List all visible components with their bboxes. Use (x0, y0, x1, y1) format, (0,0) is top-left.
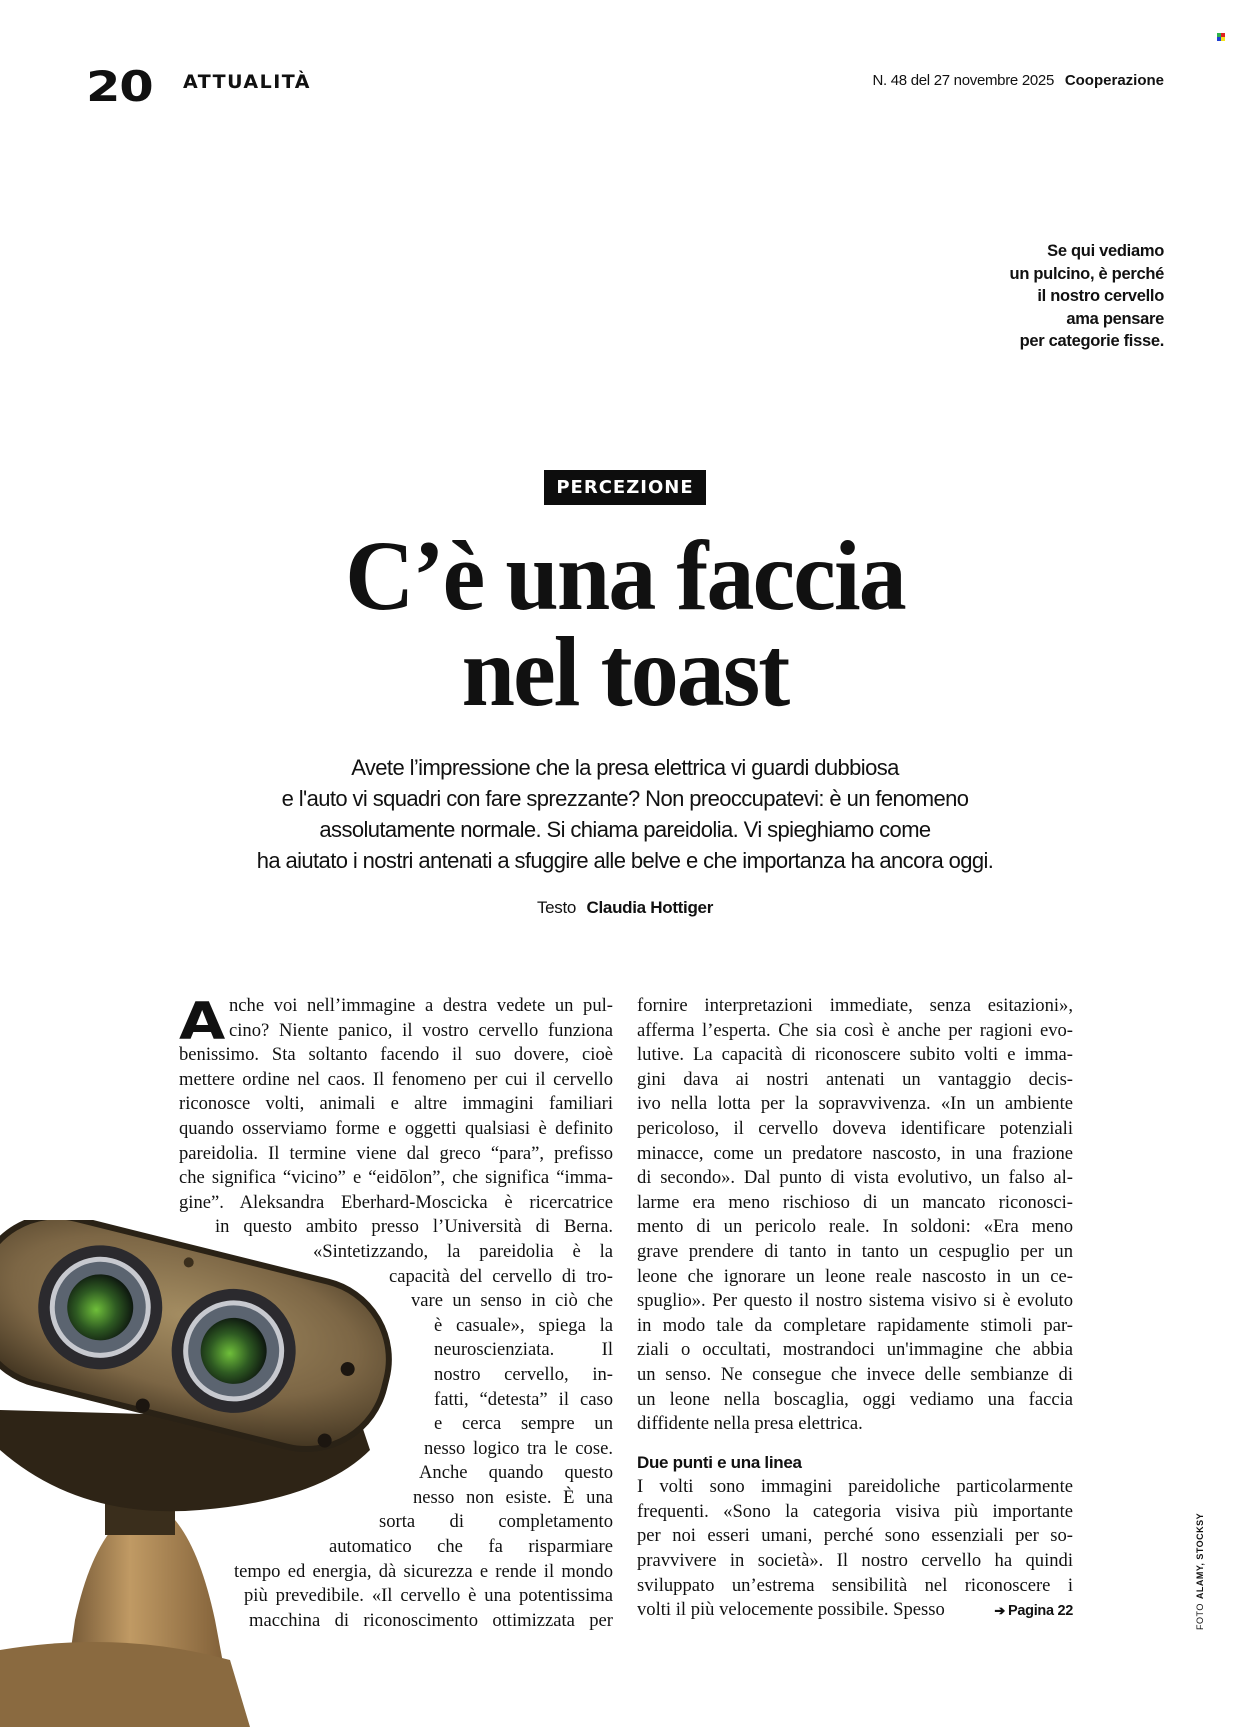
body-line: pravvivere in società». Il nostro cervello ha quindi (637, 1550, 1073, 1572)
body-line: un senso. Ne consegue che invece delle sembianze di (637, 1363, 1073, 1385)
body-line: mettere ordine nel caos. Il fenomeno per cui il cervello (179, 1068, 613, 1090)
body-line: nche voi nell’immagine a destra vedete un pul- (229, 995, 613, 1016)
body-line: grave prendere di tanto in tanto un cespuglio per un (637, 1240, 1073, 1262)
body-line: in questo ambito presso l’Università di Berna. (215, 1216, 613, 1238)
body-line: un leone nella boscaglia, oggi vediamo una faccia (637, 1388, 1073, 1410)
caption-line: Se qui vediamo (1047, 242, 1164, 260)
body-line: sviluppato un’estrema sensibilità nel riconoscere i (637, 1574, 1073, 1596)
body-line: gine”. Aleksandra Eberhard-Moscicka è ricercatrice (179, 1191, 613, 1213)
body-column-right (637, 994, 1073, 1624)
article-lead (150, 752, 1100, 876)
drop-cap: A (179, 992, 226, 1052)
caption-line: ama pensare (1066, 309, 1164, 328)
body-line: mento di un pericolo reale. In soldoni: «Era meno (637, 1216, 1073, 1238)
body-line: nostro cervello, in- (434, 1363, 613, 1385)
body-line: fatti, “detesta” il caso (434, 1388, 613, 1410)
body-line: volti il più velocemente possibile. Spesso (637, 1599, 945, 1621)
color-swatch-yellow (1221, 37, 1225, 41)
author-name: Claudia Hottiger (586, 898, 714, 917)
registration-color-mark (1217, 33, 1225, 41)
body-line: frequenti. «Sono la categoria visiva più importante (637, 1500, 1073, 1522)
caption-line: un pulcino, è perché (1009, 264, 1164, 283)
body-line: riconosce volti, animali e altre immagini familiari (179, 1093, 613, 1115)
photo-credit-sources: ALAMY, STOCKSY (1195, 1512, 1205, 1600)
kicker-badge: PERCEZIONE (544, 470, 705, 505)
body-line: per noi esseri umani, perché sono essenziali per so- (637, 1525, 1073, 1547)
byline-label: Testo (536, 898, 577, 917)
headline-line: nel toast (461, 616, 789, 727)
body-line: più prevedibile. «Il cervello è una potentissima (244, 1585, 613, 1607)
section-label: ATTUALITÀ (183, 71, 312, 93)
body-line: minacce, come un predatore nascosto, in una frazione (637, 1142, 1073, 1164)
body-line: automatico che fa risparmiare (329, 1536, 613, 1558)
body-line: quando osserviamo forme e oggetti qualsiasi è definito (179, 1117, 613, 1139)
body-line: in modo tale da completare rapidamente stimoli par- (637, 1314, 1073, 1336)
body-line: diffidente nella presa elettrica. (637, 1413, 863, 1435)
kicker-container (0, 470, 1250, 505)
body-line: pareidolia. Il termine viene dal greco “para”, prefisso (179, 1142, 613, 1164)
lead-line: Avete l’impressione che la presa elettrica vi guardi dubbiosa (351, 755, 899, 780)
photo-credit (1195, 1513, 1205, 1630)
body-line: afferma l’esperta. Che sia così è anche per ragioni evo- (637, 1019, 1073, 1041)
body-line: tempo ed energia, dà sicurezza e rende il mondo (234, 1560, 613, 1582)
body-line: di secondo». Dal punto di vista evolutivo, un falso al- (637, 1167, 1073, 1189)
body-line: Anche quando questo (419, 1462, 613, 1484)
body-line: ziali o occultati, mostrandoci un'immagine che abbia (637, 1339, 1073, 1361)
body-line: nesso non esiste. È una (413, 1486, 613, 1508)
caption-line: per categorie fisse. (1019, 332, 1164, 350)
body-line: «Sintetizzando, la pareidolia è la (313, 1240, 613, 1262)
body-line: larme era meno rischioso di un mancato riconosci- (637, 1191, 1073, 1213)
continue-on-page-link[interactable] (994, 1599, 1073, 1624)
arrow-right-icon: ➔ (994, 1603, 1005, 1619)
body-line: I volti sono immagini pareidoliche particolarmente (637, 1476, 1073, 1498)
body-line: fornire interpretazioni immediate, senza esitazioni», (637, 995, 1073, 1016)
body-line: capacità del cervello di tro- (389, 1265, 613, 1287)
body-line: spuglio». Per questo il nostro sistema visivo si è evoluto (637, 1290, 1073, 1312)
image-caption (924, 240, 1164, 353)
section-subhead: Due punti e una linea (637, 1452, 802, 1472)
body-line: neuroscienziata. Il (434, 1339, 613, 1361)
body-line: nesso logico tra le cose. (424, 1437, 613, 1459)
body-line: ivo nella lotta per la sopravvivenza. «In un ambiente (637, 1093, 1073, 1115)
page-number: 20 (86, 62, 153, 111)
body-line: e cerca sempre un (434, 1413, 613, 1435)
publication-name: Cooperazione (1064, 72, 1164, 89)
body-line: benissimo. Sta soltanto facendo il suo dovere, cioè (179, 1044, 613, 1066)
body-line: che significa “vicino” e “eidōlon”, che significa “imma- (179, 1167, 613, 1189)
body-line: è casuale», spiega la (434, 1314, 613, 1336)
continue-page-label: Pagina 22 (1008, 1603, 1073, 1620)
headline-line: C’è una faccia (345, 520, 905, 631)
photo-credit-label: FOTO (1195, 1603, 1205, 1630)
body-line: leone che ignorare un leone reale nascosto in un ce- (637, 1265, 1073, 1287)
body-line: vare un senso in ciò che (411, 1290, 613, 1312)
lead-line: ha aiutato i nostri antenati a sfuggire alle belve e che importanza ha ancora oggi. (256, 848, 994, 873)
issue-info: N. 48 del 27 novembre 2025 (872, 72, 1054, 89)
lead-line: assolutamente normale. Si chiama pareidolia. Vi spieghiamo come (319, 817, 931, 842)
lead-line: e l'auto vi squadri con fare sprezzante? Non preoccupatevi: è un fenomeno (281, 786, 969, 811)
body-line: macchina di riconoscimento ottimizzata per (249, 1609, 613, 1631)
byline (0, 898, 1250, 918)
body-column-left (179, 994, 613, 1633)
body-line: lutive. La capacità di riconoscere subito volti e imma- (637, 1044, 1073, 1066)
body-line: gini dava ai nostri antenati un vantaggio decis- (637, 1068, 1073, 1090)
body-line: sorta di completamento (379, 1511, 613, 1533)
body-line-final (637, 1598, 1073, 1624)
body-line: cino? Niente panico, il vostro cervello funziona (229, 1019, 613, 1041)
article-headline (25, 520, 1225, 727)
caption-line: il nostro cervello (1037, 287, 1164, 305)
body-line: pericoloso, il cervello doveva identificare potenziali (637, 1117, 1073, 1139)
